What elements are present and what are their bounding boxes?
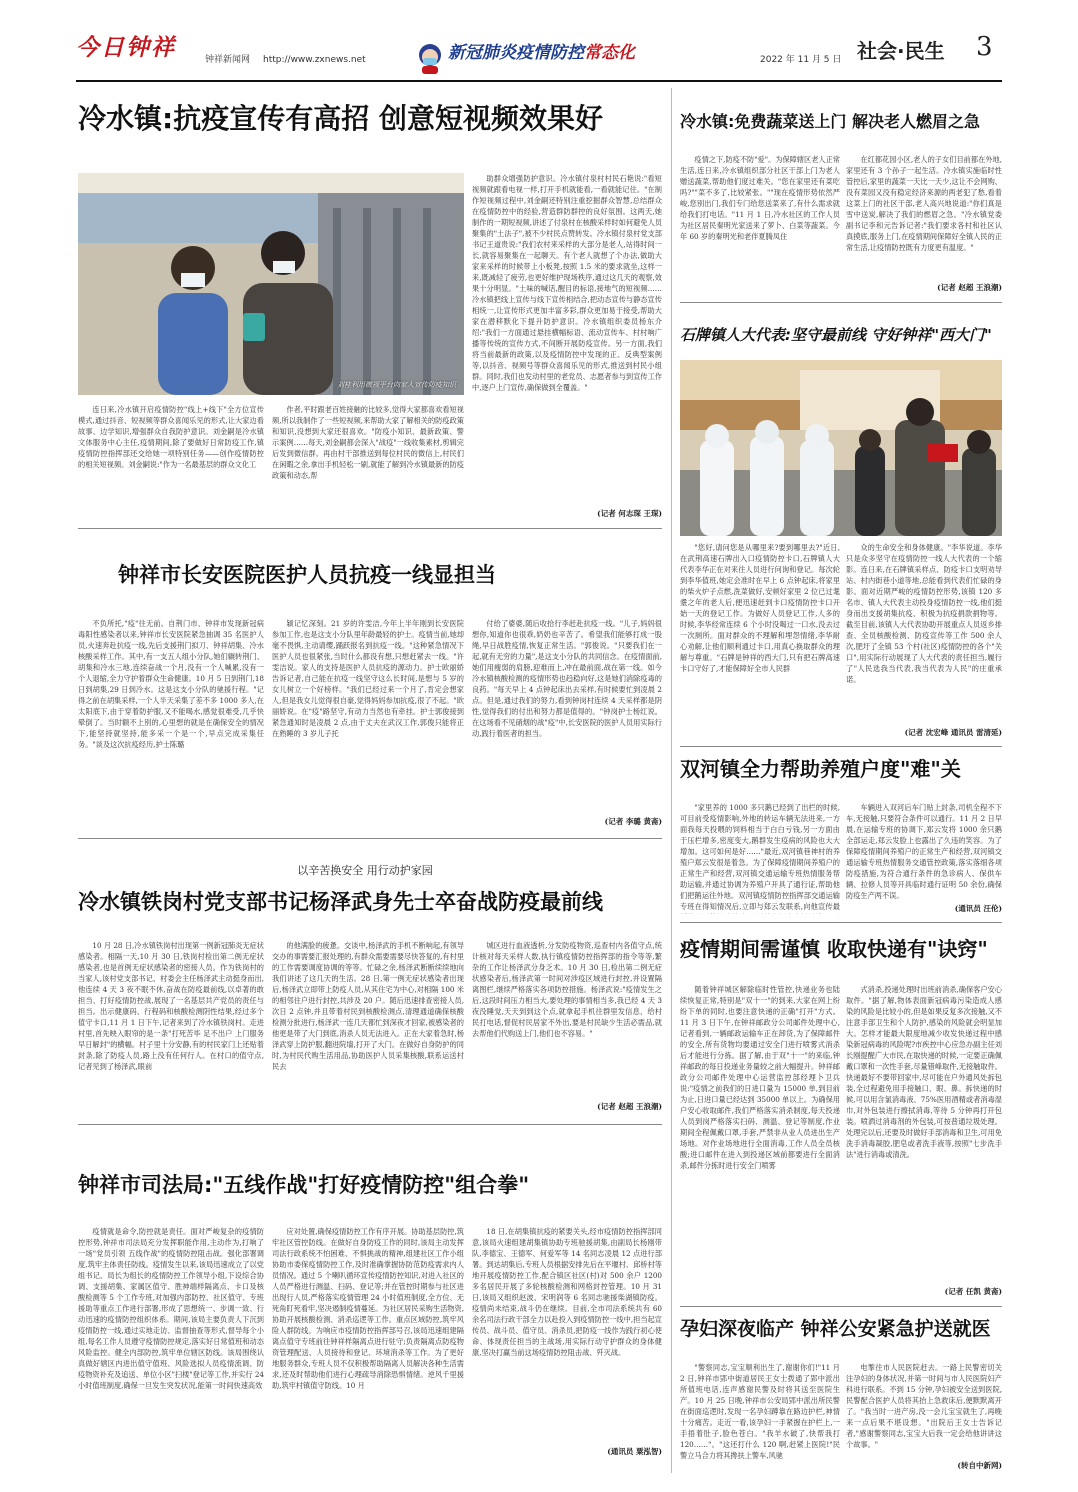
article-divider xyxy=(78,838,662,839)
article-credit: (转自中新网) xyxy=(957,1461,1002,1470)
article-body: "您好,请问您是从哪里来?要到哪里去?"近日,在武荆高速石牌出入口疫情防控卡口,石牌镇人大代表李华正在对来往人员进行问询和登记。每次轮到李华值班,她定会准时在早上 6 点钟起床,将家里的柴火炉子点燃,洗菜做好,安顿好家里 2 位已过耄耋之年的老人后,便迅速赶到卡口疫情防控卡口开始一天的登记工作。为做好人员登记工作,人多的时候,李华经常连续 6 个小时没喝过一口水,没去过一次厕所。面对群众的不理解和埋怨情绪,李华耐心劝解,让他们顺利通过卡口,用真心换取群众的理解与尊重。"石牌是钟祥的西大门,只有把石牌高速卡口守好了,才能保障好全市人民群 xyxy=(680,543,840,673)
article-body: 在红都花园小区,老人的子女们目前都在外地,家里还有 3 个孙子一起生活。冷水镇实施临时性管控后,家里的蔬菜一天比一天少,这让不会网购、没有菜园又没有稳定经济来源的两老犯了愁,看着这菜上门的社区干部,老人高兴地说道:"你们真是雪中送炭,解决了我们的燃眉之急。"冷水镇党委副书记李和元告诉记者:"我们要求各村和社区认真摸底,服务上门,在疫情期间保障好全镇人民的正常生活,让疫情防控既有力度更有温度。" xyxy=(846,155,1002,252)
article-body: 随着钟祥城区解除临时性管控,快递业务也陆续恢复正常,特别是"双十一"的到来,大家在网上纷纷下单的同时,也要注意快递的正确"打开"方式。11 月 3 日下午,在钟祥邮政分公司邮件处理中心,记者看到,一辆邮政运输车正在卸货,为了保障邮件的安全,所有货物均要通过安全门进行喷雾式消杀后才能进行分拣。据了解,由于双"十一"的来临,钟祥邮政的每日投递业务量较之前大幅提升。钟祥邮政分公司邮件处理中心运营监控部经理卜卫兵说:"疫情之前我们的日进口量为 15000 单,到目前为止,日进口量已经达到 35000 单以上。为确保用户安心收取邮件,我们严格落实消杀制度,每天投递人员到岗严格落实扫码、测温、登记等制度,作业期间全程佩戴口罩,手套,严禁非从业人员进出生产场地。对作业场地进行全面消毒,工作人员全员核酸;进口邮件在进入到投递区域前都要进行全面消杀,邮件分拣时进行安全门喷雾 xyxy=(680,985,840,1170)
article-divider xyxy=(680,746,1002,747)
article-headline: 孕妇深夜临产 钟祥公安紧急护送就医 xyxy=(680,1318,991,1340)
article-photo xyxy=(680,360,1002,536)
article-body: "警察同志,宝宝顺利出生了,谢谢你们!"11 月 2 日,钟祥市郢中街道居民王女士拨通了郢中派出所值班电话,连声感谢民警及时将其送至医院生产。10 月 25 日晚,钟祥市公安局郢中派出所民警在街面巡逻时,发现一名孕妇蹲靠在路边护栏,神情十分痛苦。走近一看,该孕妇一手紧握在护栏上,一手捂着肚子,脸色苍白。"我羊水破了,快帮我打 120……"。"这还打什么 120 啊,赶紧上医院!"民警立马合力将其搀扶上警车,风驰 xyxy=(680,1363,840,1460)
article-headline: 钟祥市司法局:"五线作战"打好疫情防控"组合拳" xyxy=(78,1173,530,1197)
article-headline: 冷水镇:免费蔬菜送上门 解决老人燃眉之急 xyxy=(680,112,980,131)
campaign-banner xyxy=(448,43,635,63)
article-body: 不负所托,"疫"往无前。自荆门市、钟祥市发现新冠病毒阳性感染者以来,钟祥市长安医院紧急抽调 35 名医护人员,火速奔赴抗疫一线,先后支援荆门拟刀、钟祥胡集、冷水核酸采样工作。其中,有一支五人组小分队,她们辗转荆门、胡集和冷水三地,连续奋战一个月,没有一个人喊累,没有一个人退缩,全力守护着群众生命健康。10 月 5 日到荆门,18 日到胡集,29 日到冷水。这是这支小分队的驰援行程。"记得之前在胡集采样,一个人半天采集了差不多 1000 多人,在太阳底下,由于穿着防护服,又不能喝水,感觉很难受,几乎快晕倒了。当时额不上别的,心里想的就是在确保安全的情况下,能坚持就坚持,能多采一个是一个,早点完成采集任务。"谈及这次抗疫经历,护士陈璐 xyxy=(78,619,264,749)
column-divider xyxy=(671,88,672,1473)
article-credit: (记者 赵超 王浪潮) xyxy=(937,283,1002,292)
article-body: 应对处置,确保疫情防控工作有序开展。协助基层防控,筑牢社区管控防线。在做好自身防疫工作的同时,该局主动发挥司法行政系统不怕困难、不惧挑战的精神,组建社区工作小组协助市委保疫情防控工作,及时准确掌握协防范防疫需求内人员情况。通过 5 个喇叭循环宣传疫情防控知识,对进入社区的人员严格进行测温、扫码、登记等;并在管控时期参与社区进出现行人员,严格落实疫情管理 24 小时值班制度,全方位、无死角盯死看牢,坚决遏制疫情蔓延。为社区居民采购生活物资,协助开展核酸检测、消杀巡逻等工作。重点区域防控,筑牢风险人群防线。为响应市疫情防控指挥部号召,该局迅速组建隔离点值守专班前往钟祥样隔离点进行驻守;负责隔离点防疫物资管理配送、人员接待和登记、环境消杀等工作。为了更好地服务群众,专班人员不仅积极帮助隔离人员解决各种生活需求,还及时帮助他们进行心理疏导消除恐惧情绪。逆风千里援助,筑牢村镇值守防线。10 月 xyxy=(272,1227,464,1390)
article-divider xyxy=(78,1124,662,1125)
photo-caption: 刘桂利用微视平台向家人宣传防疫知识 xyxy=(337,381,456,389)
article-headline: 冷水镇:抗疫宣传有高招 创意短视频效果好 xyxy=(78,102,603,135)
article-body: 电掣往市人民医院赶去。一路上民警密切关注孕妇的身体状况,并第一时间与市人民医院妇产科进行联系。不到 15 分钟,孕妇被安全送到医院,民警配合医护人员将其抬上急救床后,便默默离开了。"我当时一进产房,没一会儿宝宝就生了,再晚来一点后果不堪设想。"出院后王女士告诉记者,"感谢警察同志,宝宝大后我一定会给他讲讲这个故事。" xyxy=(846,1363,1002,1449)
article-body: 的他满脸的疲惫。交谈中,杨泽武的手机不断响起,有领导交办的事需要汇报处理的,有群众需要需要尽快答复的,有村里的工作需要调度协调的等等。忙碌之余,杨泽武断断续续地向我们讲述了这几天的生活。28 日,第一例无症状感染者出现后,杨泽武立即带上防疫人员,从其住宅为中心,对相隔 100 米的相邻住户进行封控,共涉及 20 户。随后迅速排查密接人员,次日 2 点钟,并且带着村民到核酸检测点,清理通道确保核酸检测分批进行,杨泽武一连几天都忙到深夜才回家,被感染者的他更是带了大门到底,消杀人员无法进入。正在大家着急时,杨泽武穿上防护服,翻进院墙,打开了大门。在做好自身防护的同时,为村民代购生活用品,协助医护人员采集核酸,联系运送村民去 xyxy=(272,941,464,1071)
article-credit: (记者 赵超 王浪潮) xyxy=(597,1102,662,1111)
article-body: 10 月 28 日,冷水镇铁岗村出现第一例新冠肺炎无症状感染者。相隔一天,10 月 30 日,铁岗村检出第二例无症状感染者,也是首例无症状感染者的密接人员。作为铁岗村的当家人,该村党支部书记、村委会主任杨泽武主动挺身而出,他连续 4 天 3 夜不眠不休,奋战在防疫最前线,以卓著的敢担当、打好疫情防控战,展现了一名基层共产党员的责任与担当。出示健康码、行程码和核酸检测阴性结果,经过多个值守卡口,11 月 1 日下午,记者来到了冷水镇铁岗村。走进村里,首先映入眼帘的是一条"打死苦毕 足不出户 上门服务 早日解封"的横幅。村子里十分安静,有的村民家门上还贴着封条,除了防疫人员,路上没有任何行人。在村口的值守点,记者见到了杨泽武,眼前 xyxy=(78,941,264,1071)
article-body: "家里养的 1000 多只鹅已经到了出栏的时候,可目前受疫情影响,外地的转运车辆无法进来,一方面我每天投喂的饲料相当于白白亏钱,另一方面由于压栏增多,密度变大,鹅群发生疫病的风险也大大增加。这可如何是好……"最近,双河镇巷神村的养殖户郑云发很是着急。为了保障疫情期间养殖户的正常生产和经营,双河镇交通运输专班热情服务帮助运输,并通过协调为养殖户开具了通行证,帮助他们把鹅运往外地。双河镇疫情防控指挥部交通运输专班在得知情况后,立即与郑云发联系,向他宣传最 xyxy=(680,803,840,911)
article-body: 车辆进入双河后车门贴上封条,司机全程不下车,无接触,只要符合条件可以通行。11 月 2 日早晨,在运输专班的协调下,郑云发将 1000 余只鹅全部运走,郑云发脸上也露出了久违的笑容。为了保障疫情期间养殖户的正常生产和经营,双河镇交通运输专班热情服务交通管控政策,落实落细各项防疫措施,为符合通行条件的急诊病人、保供车辆、拉修人员等开具临时通行证明 50 余份,确保防疫生产两不误。 xyxy=(846,803,1002,900)
article-body: 作者,平时跟老百姓接触的比较多,觉得大家都喜欢看短视频,所以我制作了一些短视频,来帮助大家了解相关的防疫政策和知识,没想到大家还很喜欢。"防疫小知识、最新政策、警示案例……每天,刘金嗣都会深入"战疫"一线收集素材,剪辑完后发到微信群。再由村干部推送到每位村民的微信上,村民们在闲暇之余,拿出手机轻松一刷,就能了解到冷水镇最新的防疫政策和动态,帮 xyxy=(272,405,464,480)
site-url[interactable]: http://www.zxnews.net xyxy=(263,55,366,65)
newspaper-logo: 今日钟祥 xyxy=(76,34,176,61)
article-kicker: 以辛苦换安全 用行动护家园 xyxy=(297,864,433,877)
article-credit: (记者 李璐 黄斋) xyxy=(604,817,662,826)
article-credit: (记者 何志琛 王琛) xyxy=(597,509,662,518)
article-credit: (通讯员 粟泓智) xyxy=(607,1447,662,1456)
article-credit: (记者 任凯 黄斋) xyxy=(944,1287,1002,1296)
article-divider xyxy=(680,922,1002,923)
article-credit: (通讯员 汪伦) xyxy=(954,904,1002,913)
article-headline: 疫情期间需谨慎 收取快递有"诀窍" xyxy=(680,937,988,961)
article-divider xyxy=(680,302,1002,303)
article-headline: 钟祥市长安医院医护人员抗疫一线显担当 xyxy=(118,563,496,587)
article-divider xyxy=(78,528,662,529)
article-body: 助群众增强防护意识。冷水镇付泉村村民石艳说:"看短视频就跟看电视一样,打开手机就能看,一看就能记住。"在制作短视频过程中,刘金嗣还特别注重挖掘群众智慧,总结群众在疫情防控中的经验,营造群防群控的良好氛围。这两天,她制作的一期短视频,讲述了付泉村在核酸采样时如何避免人员聚集的"土法子",被不少村民点赞转发。冷水镇付泉村党支部书记王道贵说:"我们农村来采样的大部分是老人,站得时间一长,就容易聚集在一起聊天。有个老人就想了个办法,做助大家来采样的时候带上小板凳,按照 1.5 米的要求就坐,这样一来,既减轻了疲劳,也更好维护现场秩序,通过这几天的观察,效果十分明显。"土味的喊话,醒目的标语,接地气的短视频……冷水镇把线上宣传与线下宣传相结合,把动态宣传与静态宣传相统一,让宣传形式更加丰富多彩,群众更加易于接受,帮助大家在潜移默化下提升防护意识。冷水镇组织委员杨东介绍:"我们一方面通过悬挂横幅标语、流动宣传车、村村响广播等传统的宣传方式,不间断开展防疫宣传。另一方面,我们将当前最新的政策,以及疫情防控中发现的正、反典型案例等,以抖音、视频号等群众喜闻乐见的形式,推送到村民小组群。同时,我们也发动村里的老党员、志愿者参与到宣传工作中,逐户上门宣传,确保做到全覆盖。" xyxy=(472,174,662,392)
mask-mascot-icon xyxy=(415,42,445,74)
article-photo xyxy=(78,173,464,395)
section-name: 社会·民生 xyxy=(857,39,945,63)
article-body: 疫情就是命令,防控就是责任。面对严峻复杂的疫情防控形势,钟祥市司法局充分发挥职能作用,主动作为,打响了一场"党员引领 五线作战"的疫情防控阻击战。强化部署调度,筑牢主体责任防线。疫情发生以来,该局迅速成立了以党组书记、局长为组长的疫情防控工作领导小组,下设综合协调、支援胡集、家属区值守、胜神端样隔离点、卡口及核酸检测等 5 个工作专班,对加强内部防控、社区值守、专班援助等重点工作进行部署,形成了思想统一、步调一致、行动迅速的疫情防控组织体系。期间,该局主要负责人下沉到疫情防控一线,通过实地走访、监督抽查等形式,督导每个小组,每名工作人员遵守疫情防控规定,落实好日常值班和动态风险监控。健全内部防控,筑牢单位辖区防线。该局围绕认真做好辖区内进出值守值班、风险选拟人员疫情流调、防疫物资补充及追送、单位小区"扫楼"登记等工作,并实行 24 小时值班制度,确保一旦发生突发状况,能第一时间快速高效 xyxy=(78,1227,264,1390)
issue-date: 2022 年 11 月 5 日 xyxy=(760,55,842,65)
article-body: 式消杀,投递处理时出班前消杀,确保客户安心取件。"据了解,物体表面新冠病毒污染造成人感染的风险是比较小的,但是如果反复多次接触,又不注意手部卫生和个人防护,感染的风险就会明显加大。怎样才能最大限度地减少收发快递过程中感染新冠病毒的风险呢?市疾控中心应急办副主任刘长刚提醒广大市民,在取快递的时候,一定要正确佩戴口罩和一次性手套,尽量错峰取件,无接触取件。快递最好不要带回家中,尽可能在户外通风处拆包装,全过程避免用手接触口、眼、鼻。拆快递的时候,可以用含氯消毒液、75%医用酒精或者消毒湿巾,对外包装进行擦拭消毒,等待 5 分钟再打开包装。喷洒过消毒剂的外包装,可按普通垃圾处理。处理完以后,还要及时做好手部消毒和卫生,可用免洗手消毒凝胶,肥皂或者洗手液等,按照"七步洗手法"进行消毒或清洗。 xyxy=(846,985,1002,1159)
page-number: 3 xyxy=(976,32,993,62)
article-credit: (记者 沈宏峰 通讯员 雷清延) xyxy=(904,728,1002,737)
article-headline: 双河镇全力帮助养殖户度"难"关 xyxy=(680,757,961,781)
article-divider xyxy=(680,1306,1002,1307)
header-rule xyxy=(76,80,1002,82)
article-body: 付给了婆婆,随后收拾行李赶赴抗疫一线。"儿子,妈妈很想你,知道你也很乖,奶奶也辛苦了。希望我们能够打成一股绳,早日战胜疫情,恢复正常生活。"郭俊说。"只要我们在一起,就有无穷的力量",是这支小分队的共同信念。在疫情面前,她们用瘦弱的肩膀,迎难而上,冲在最前面,战在第一线。如今冷水镇核酸检测的疫情形势也趋稳向好,这是她们消除疫毒的良药。"每天早上 4 点钟起床出去采样,有时候要忙到凌晨 2 点。但是,通过我们的努力,看到钟岗村连续 4 天采样都是阴性,觉得我们的付出和努力都是值得的。"钟岗护士杨红说。在这场看不见硝烟的战"疫"中,长安医院的医护人员用实际行动,践行着医者的担当。 xyxy=(472,619,662,738)
banner-prefix: 新冠肺炎疫情防控 xyxy=(448,43,584,63)
article-body: 城区进行血液透析,分发防疫物资,巡查村内各值守点,统计核对每天采样人数,执行镇疫情防控指挥部的指令等等,繁杂的工作让杨泽武分身乏术。10 月 30 日,检出第二例无症状感染者后,杨泽武第一时间对涉疫区域进行封控,并设置隔离图栏,继续严格落实各项防控措施。杨泽武说:"疫情发生之后,这段时间压力相当大,要处理的事情相当多,我已经 4 天 3 夜没睡觉,天天到到这个点,就拿起手机往群里发信息、给村民打电话,督促村民居家不外出,要是村民缺少生活必需品,就去帮他们代购送上门,他们也不容易。" xyxy=(472,941,662,1038)
article-headline: 冷水镇铁岗村党支部书记杨泽武身先士卒奋战防疫最前线 xyxy=(78,890,603,914)
article-body: 18 日,在胡集镇抗疫的紧要关头,经市疫情防控指挥部同意,该局火速组建胡集镇协助专班驰援胡集,由副局长杨刚带队,李德宝、王德军、何爱军等 14 名同志凌晨 12 点进行部署。到达胡集后,专班人员根据安排先后在平堰村、邱桥村等地开展疫情防控工作,配合镇区社区(村)对 500 余户 1200 多名居民开展了多轮核酸检测和网格封控管理。10 月 31 日,该局又组织赵波、宋明润等 6 名同志驰援柴湖镇防疫。疫情尚未结束,战斗仍在继续。目前,全市司法系统共有 60 余名司法行政干部全力以赴投入到疫情防控一线中,担当起宣传员、战斗员、值守员、消杀员,把防疫一线作为践行初心使命、体现责任担当的主战场,用实际行动守护群众的身体健康,坚决打赢当前这场疫情防控阻击战、歼灭战。 xyxy=(472,1227,662,1357)
article-body: 连日来,冷水镇开启疫情防控"线上+线下"全方位宣传模式,通过抖音、短视频等群众喜闻乐见的形式,让大家边看故事、边学知识,增强群众自我防护意识。刘金嗣是冷水镇文体服务中心主任,疫情期间,除了要做好日常防疫工作,镇疫情防控指挥部还交给她一项特别任务——创作疫情防控的相关短视频。刘金嗣说:"作为一名最基层的群众文化工 xyxy=(78,405,264,469)
article-body: 颖记忆深刻。21 岁的许雯洁,今年上半年刚到长安医院参加工作,也是这支小分队里年龄最轻的护士。疫情当前,她却毫不畏惧,主动请缨,踊跃报名到抗疫一线。"这种紧急情况下医护人员也很紧张,当时什么都没有想,只想赶紧去一线。"许雯洁说。家人的支持是医护人员抗疫的源动力。护士欧丽娇告诉记者,自己能在抗疫一线坚守这么长时间,是想与 5 岁的女儿树立一个好榜样。"我们已经过来一个月了,肯定会想家人,但是我女儿觉得很自豪,觉得妈妈参加抗疫,很了不起。"欧丽娇说。在"疫"路坚守,有动力当然也有牵挂。护士郭俊接到紧急通知时是凌晨 2 点,由于丈夫在武汉工作,郭俊只能将正在熟睡的 3 岁儿子托 xyxy=(272,619,464,738)
banner-suffix: 常态化 xyxy=(584,43,635,63)
article-body: 众的生命安全和身体健康。"李华说道。李华只是众多坚守在疫情防控一线人大代表的一个缩影。连日来,在石牌镇采样点、防疫卡口支明劝导站、村内街巷小道等地,总能看到代表们忙碌的身影。面对近期严峻的疫情防控形势,该镇 120 多名市、镇人大代表主动投身疫情防控一线,他们挺身而出支援胡集抗疫、积极为抗疫捐款捐物等。截至目前,该镇人大代表协助开展重点人员返乡排查、全员核酸检测、防疫宣传等工作 500 余人次,肥圩了全镇 53 个村(社区)疫情防控的各个"关口",用实际行动展现了人大代表的责任担当,履行了"人民选我当代表,我当代表为人民"的庄重承诺。 xyxy=(846,543,1002,684)
site-label: 钟祥新闻网 xyxy=(205,55,251,65)
article-headline: 石牌镇人大代表:坚守最前线 守好钟祥"西大门" xyxy=(680,326,992,344)
article-body: 疫情之下,防疫不防"爱"。为保障辖区老人正常生活,连日来,冷水镇组织部分社区干部上门为老人赠送蔬菜,帮助他们度过难关。"您在家里还有菜吃吗?""菜不多了,比较紧张。""现在疫情形势依然严峻,您别出门,我们专门给您送菜来了,有什么需求就给我们打电话。"11 月 1 日,冷水社区的工作人员为社区居民秦明光家送来了萝卜、白菜等蔬菜。今年 60 岁的秦明光和老伴夏腾凤住 xyxy=(680,155,840,241)
